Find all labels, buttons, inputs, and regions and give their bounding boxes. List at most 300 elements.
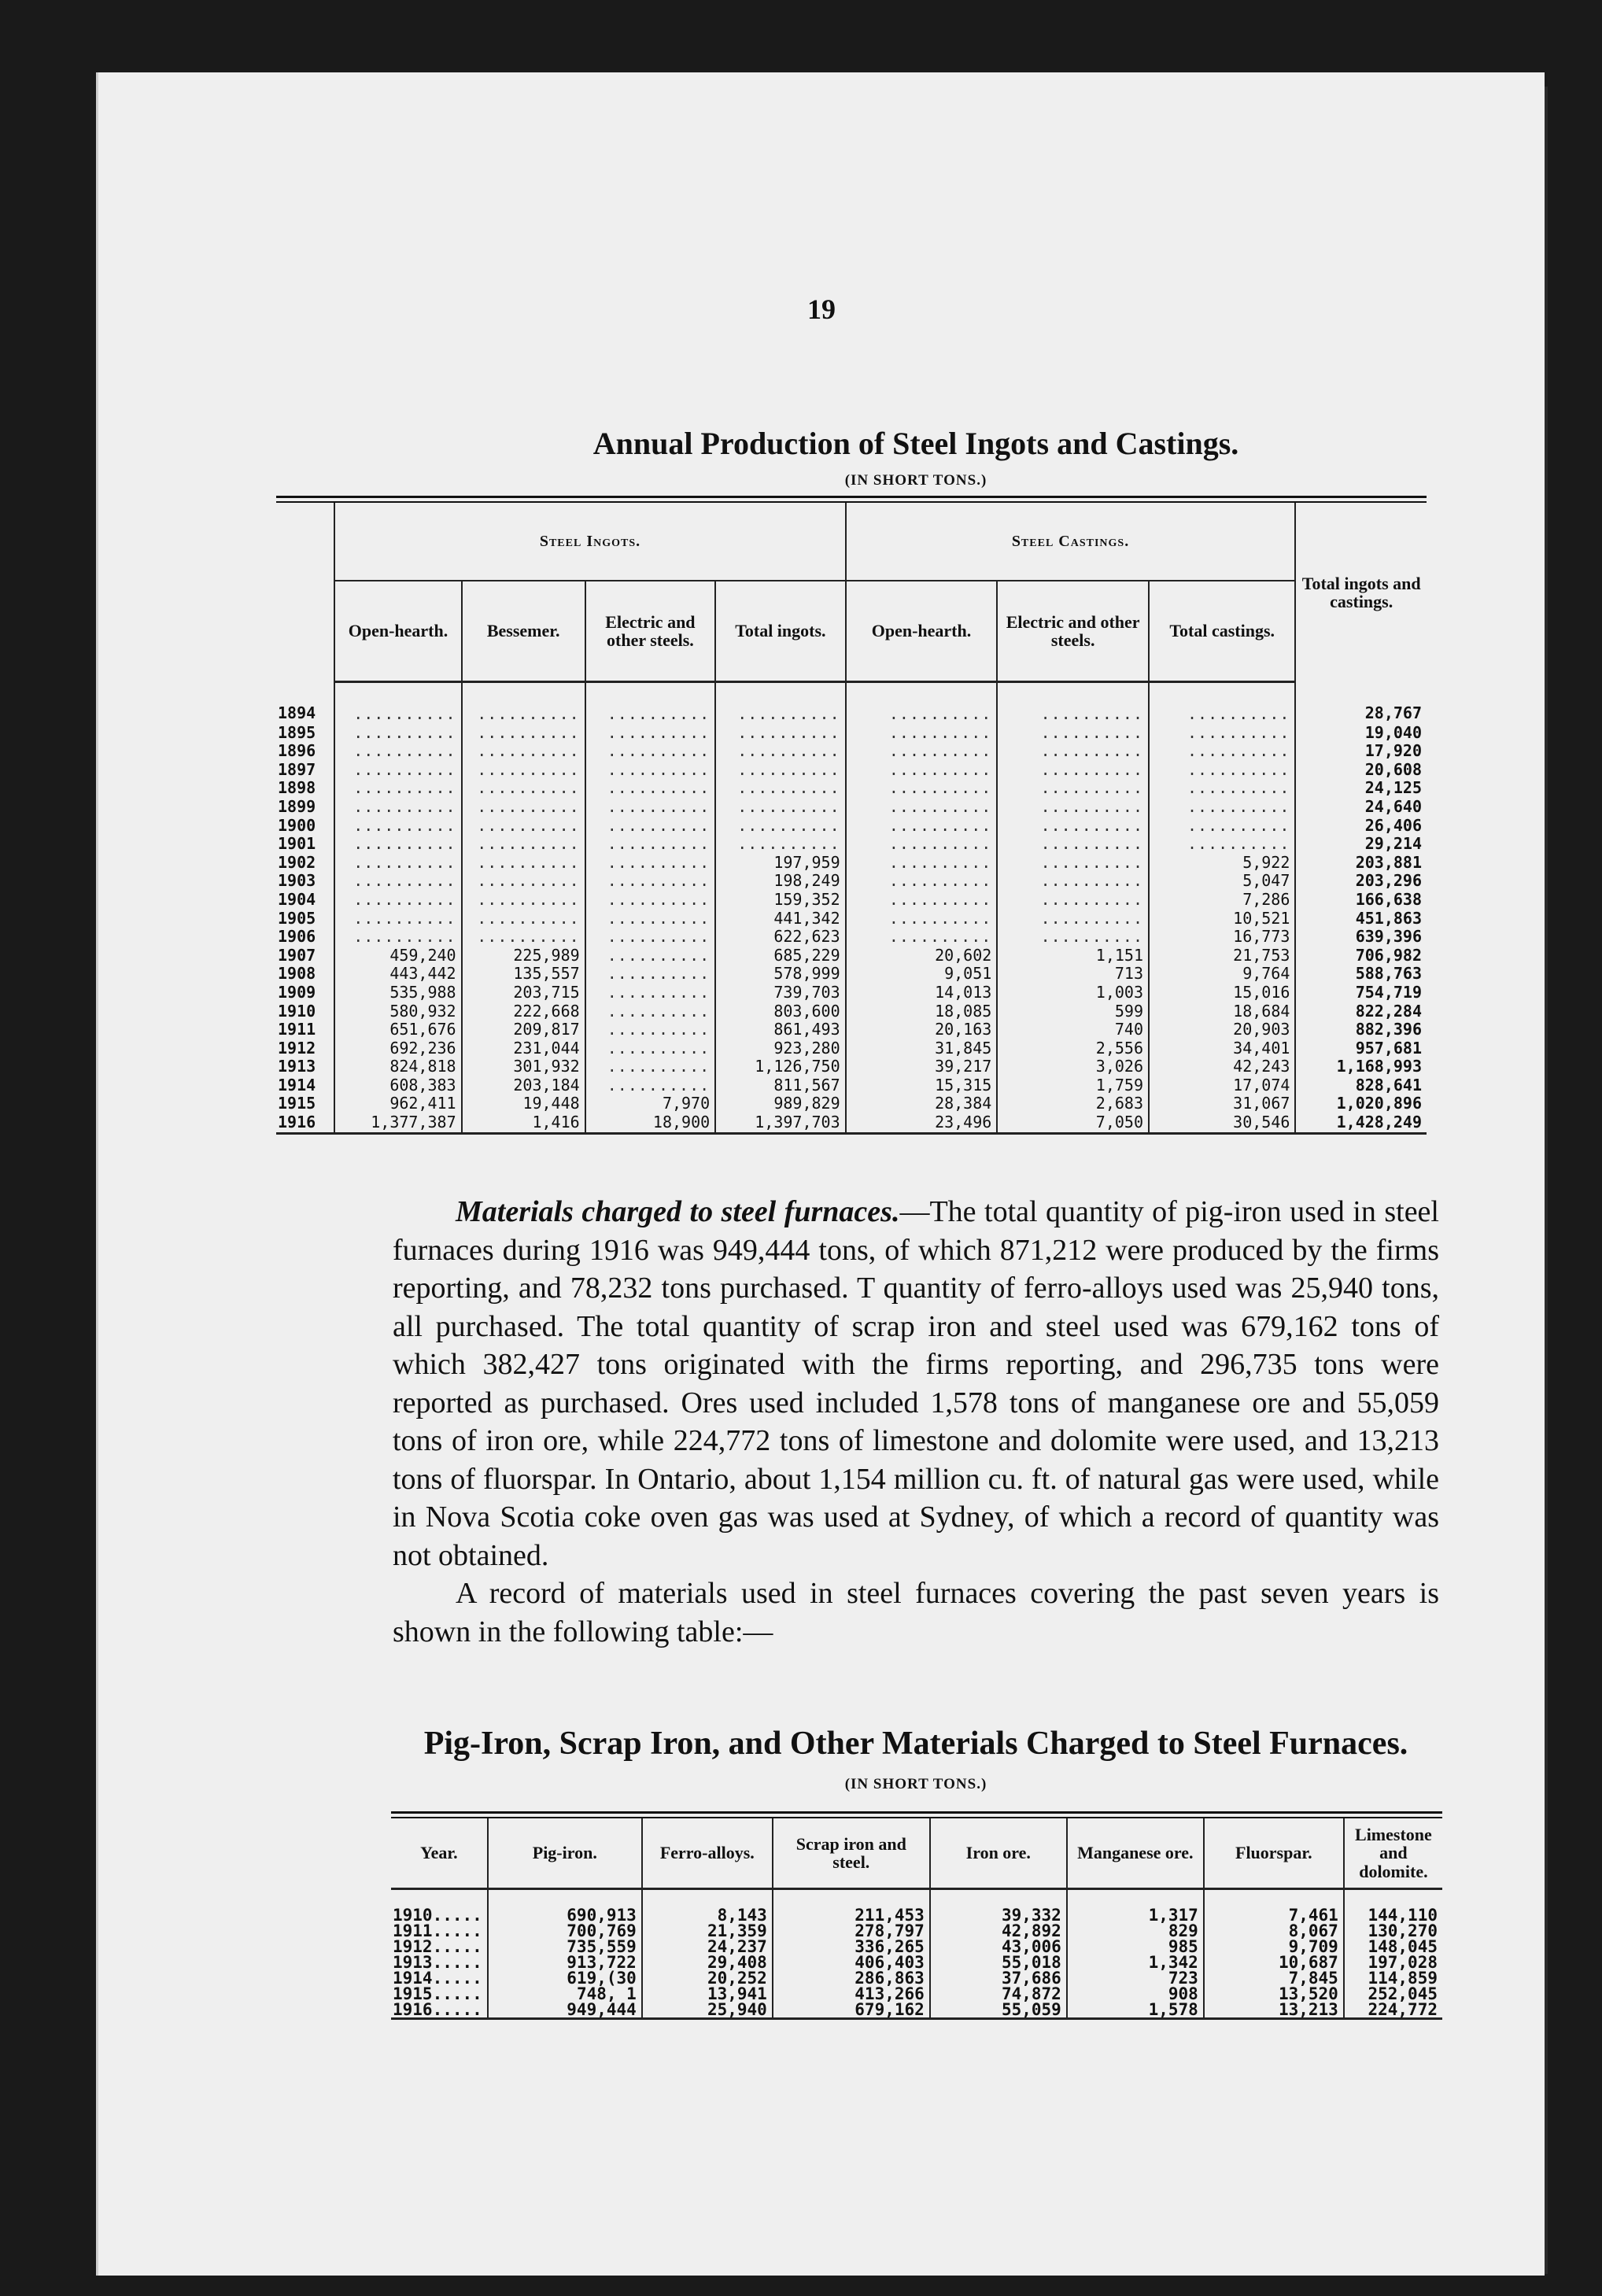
table-cell: 1,416 — [462, 1113, 585, 1133]
col-total-ingots: Total ingots. — [715, 581, 845, 682]
table-cell: 148,045 — [1368, 1937, 1438, 1956]
col-open-hearth-castings: Open-hearth. — [846, 581, 998, 682]
table-cell: 74,872 — [930, 1986, 1067, 2002]
table-cell: 580,932 — [334, 1002, 461, 1021]
table-cell: .......... — [846, 872, 998, 891]
row-year: 1910..... — [391, 1889, 488, 1924]
table-cell: 1,578 — [1067, 2002, 1204, 2019]
table-cell: 622,623 — [715, 928, 845, 947]
table-cell: 225,989 — [462, 947, 585, 965]
table-cell: 690,913 — [488, 1889, 642, 1924]
table-cell: 9,051 — [846, 965, 998, 984]
table-cell: 1,759 — [997, 1076, 1149, 1095]
table-cell: .......... — [585, 817, 715, 836]
table-cell: 203,296 — [1355, 872, 1422, 891]
table-cell: 211,453 — [773, 1889, 930, 1924]
table-cell: 9,709 — [1204, 1939, 1344, 1955]
table-cell: 7,461 — [1204, 1889, 1344, 1924]
table-cell: .......... — [462, 872, 585, 891]
table-cell: 20,163 — [846, 1021, 998, 1039]
row-year: 1894 — [276, 682, 334, 724]
table-cell: 748, 1 — [488, 1986, 642, 2002]
table-cell: .......... — [585, 798, 715, 817]
table-cell: 923,280 — [715, 1039, 845, 1058]
table-cell: .......... — [1149, 817, 1295, 836]
table-cell: .......... — [1149, 798, 1295, 817]
table-cell: 39,332 — [930, 1889, 1067, 1924]
table-cell: 25,940 — [642, 2002, 773, 2019]
table-cell: 608,383 — [334, 1076, 461, 1095]
t2-col-year: Year. — [391, 1818, 488, 1889]
table-cell: 15,016 — [1149, 984, 1295, 1002]
table-cell: 209,817 — [462, 1021, 585, 1039]
table-cell: 406,403 — [773, 1955, 930, 1970]
table1-title: Annual Production of Steel Ingots and Castings. — [592, 426, 1239, 461]
table-cell: .......... — [585, 779, 715, 798]
table-cell: 24,237 — [642, 1939, 773, 1955]
table-cell: 739,703 — [715, 984, 845, 1002]
table-cell: .......... — [1149, 761, 1295, 780]
table-cell: 203,715 — [462, 984, 585, 1002]
table-cell: 1,126,750 — [715, 1058, 845, 1076]
table-cell: 166,638 — [1355, 890, 1422, 909]
table-cell: .......... — [585, 682, 715, 724]
table-cell: .......... — [846, 798, 998, 817]
table-cell: 20,252 — [642, 1970, 773, 1986]
table-row — [276, 965, 1427, 984]
table-cell: 861,493 — [715, 1021, 845, 1039]
row-year: 1905 — [276, 910, 334, 928]
table-cell: 1,168,993 — [1336, 1058, 1422, 1076]
t2-col-pig-iron: Pig-iron. — [488, 1818, 642, 1889]
table-cell: .......... — [585, 1058, 715, 1076]
table-cell: 21,753 — [1149, 947, 1295, 965]
table-cell: .......... — [585, 1002, 715, 1021]
table-cell: .......... — [334, 910, 461, 928]
table-cell: 18,085 — [846, 1002, 998, 1021]
table-cell: 7,970 — [585, 1094, 715, 1113]
table-cell: 17,920 — [1364, 742, 1422, 761]
row-year: 1914 — [276, 1076, 334, 1095]
materials-table — [391, 1811, 1442, 2020]
group-steel-castings: Steel Castings. — [846, 503, 1296, 581]
table-cell: 197,959 — [715, 854, 845, 873]
table-cell: .......... — [997, 682, 1149, 724]
table-cell: .......... — [462, 724, 585, 743]
table-cell: .......... — [462, 742, 585, 761]
table-cell: .......... — [334, 817, 461, 836]
table-row — [276, 779, 1427, 798]
table-cell: .......... — [997, 779, 1149, 798]
paragraph-lead: Materials charged to steel furnaces. — [456, 1195, 900, 1228]
table-cell: 198,249 — [715, 872, 845, 891]
table-cell: .......... — [462, 798, 585, 817]
table-cell: 949,444 — [488, 2002, 642, 2019]
table-cell: .......... — [334, 928, 461, 947]
table-cell: .......... — [585, 872, 715, 891]
table-cell: 913,722 — [488, 1955, 642, 1970]
table-cell: 19,448 — [462, 1094, 585, 1113]
table-cell: 803,600 — [715, 1002, 845, 1021]
year-header — [276, 503, 334, 682]
table-cell: .......... — [462, 817, 585, 836]
table-cell: .......... — [585, 928, 715, 947]
table-row — [276, 1039, 1427, 1058]
t2-col-limestone: Limestone and dolomite. — [1344, 1818, 1442, 1889]
table-cell: 30,546 — [1149, 1113, 1295, 1133]
table-cell: .......... — [585, 947, 715, 965]
row-year: 1906 — [276, 928, 334, 947]
table-cell: .......... — [997, 761, 1149, 780]
table-cell: 20,608 — [1364, 760, 1422, 779]
table-cell: .......... — [1149, 724, 1295, 743]
table-cell: .......... — [334, 742, 461, 761]
table-cell: .......... — [715, 779, 845, 798]
table-cell: 2,556 — [997, 1039, 1149, 1058]
table-cell: .......... — [997, 724, 1149, 743]
table-row — [276, 1094, 1427, 1113]
table-row — [276, 1113, 1427, 1133]
t2-col-iron-ore: Iron ore. — [930, 1818, 1067, 1889]
row-year: 1911..... — [391, 1923, 488, 1939]
table-cell: .......... — [462, 854, 585, 873]
table-row — [391, 1955, 1442, 1970]
table-cell: .......... — [585, 761, 715, 780]
table-row — [276, 761, 1427, 780]
table-cell: 21,359 — [642, 1923, 773, 1939]
table-cell: 735,559 — [488, 1939, 642, 1955]
table-cell: 451,863 — [1355, 909, 1422, 928]
row-year: 1898 — [276, 779, 334, 798]
table-cell: .......... — [715, 817, 845, 836]
table-cell: 1,151 — [997, 947, 1149, 965]
row-year: 1913..... — [391, 1955, 488, 1970]
row-year: 1911 — [276, 1021, 334, 1039]
table-cell: 828,641 — [1355, 1076, 1422, 1094]
table-cell: .......... — [997, 872, 1149, 891]
table-cell: 278,797 — [773, 1923, 930, 1939]
table-cell: .......... — [715, 724, 845, 743]
table-row — [391, 1970, 1442, 1986]
row-year: 1900 — [276, 817, 334, 836]
table-cell: 882,396 — [1355, 1021, 1422, 1039]
table-cell: .......... — [585, 891, 715, 910]
table-cell: 754,719 — [1355, 983, 1422, 1002]
table-cell: 7,286 — [1149, 891, 1295, 910]
table-cell: .......... — [334, 779, 461, 798]
table-cell: 5,047 — [1149, 872, 1295, 891]
table-cell: .......... — [462, 761, 585, 780]
table-cell: 43,006 — [930, 1939, 1067, 1955]
table-cell: .......... — [334, 798, 461, 817]
table-cell: 13,520 — [1204, 1986, 1344, 2002]
table2-subtitle: (IN SHORT TONS.) — [844, 1776, 987, 1792]
table-cell: .......... — [585, 724, 715, 743]
table-cell: 619,(30 — [488, 1970, 642, 1986]
table-cell: 159,352 — [715, 891, 845, 910]
table-cell: .......... — [846, 817, 998, 836]
total-ingots-castings-header: Total ingots and castings. — [1301, 573, 1421, 611]
group-steel-ingots: Steel Ingots. — [334, 503, 845, 581]
table-row — [276, 817, 1427, 836]
table-row — [276, 891, 1427, 910]
table-cell: .......... — [334, 872, 461, 891]
table-cell: 2,683 — [997, 1094, 1149, 1113]
table-cell: 908 — [1067, 1986, 1204, 2002]
table-row — [276, 1002, 1427, 1021]
col-electric-castings: Electric and other steels. — [997, 581, 1149, 682]
table-cell: 28,767 — [1364, 703, 1422, 723]
table-cell: 713 — [997, 965, 1149, 984]
page-number: 19 — [807, 293, 836, 325]
row-year: 1904 — [276, 891, 334, 910]
col-total-castings: Total castings. — [1149, 581, 1295, 682]
table-cell: 1,397,703 — [715, 1113, 845, 1133]
paragraph-2: A record of materials used in steel furnaces covering the past seven years is shown in the following table:— — [393, 1577, 1439, 1648]
table-cell: 740 — [997, 1021, 1149, 1039]
table-cell: .......... — [715, 742, 845, 761]
table-cell: .......... — [585, 854, 715, 873]
table-cell: .......... — [585, 1039, 715, 1058]
table-cell: .......... — [997, 891, 1149, 910]
table-cell: 144,110 — [1368, 1906, 1438, 1925]
table-cell: 34,401 — [1149, 1039, 1295, 1058]
table-cell: 336,265 — [773, 1939, 930, 1955]
table-cell: 29,214 — [1364, 835, 1422, 854]
table-cell: 135,557 — [462, 965, 585, 984]
table-cell: 17,074 — [1149, 1076, 1295, 1095]
row-year: 1915 — [276, 1094, 334, 1113]
table-cell: 5,922 — [1149, 854, 1295, 873]
table-cell: 459,240 — [334, 947, 461, 965]
table-cell: .......... — [585, 742, 715, 761]
table-cell: 18,900 — [585, 1113, 715, 1133]
table-cell: .......... — [462, 682, 585, 724]
table2-title: Pig-Iron, Scrap Iron, and Other Materials Charged to Steel Furnaces. — [423, 1726, 1408, 1762]
table-cell: .......... — [1149, 835, 1295, 854]
table-cell: .......... — [715, 761, 845, 780]
table-cell: 962,411 — [334, 1094, 461, 1113]
col-bessemer: Bessemer. — [462, 581, 585, 682]
table-cell: 692,236 — [334, 1039, 461, 1058]
table-cell: .......... — [462, 891, 585, 910]
t2-col-fluorspar: Fluorspar. — [1204, 1818, 1344, 1889]
table-cell: 811,567 — [715, 1076, 845, 1095]
table-cell: 706,982 — [1355, 946, 1422, 965]
row-year: 1913 — [276, 1058, 334, 1076]
col-electric-ingots: Electric and other steels. — [585, 581, 715, 682]
table-cell: 13,213 — [1204, 2002, 1344, 2019]
table-cell: .......... — [334, 724, 461, 743]
table-cell: .......... — [334, 761, 461, 780]
table-cell: 231,044 — [462, 1039, 585, 1058]
table-cell: .......... — [1149, 682, 1295, 724]
table-cell: 588,763 — [1355, 965, 1422, 984]
table-cell: 28,384 — [846, 1094, 998, 1113]
table-cell: 700,769 — [488, 1923, 642, 1939]
table-cell: 55,018 — [930, 1955, 1067, 1970]
table-row — [276, 798, 1427, 817]
table-row — [276, 910, 1427, 928]
table-cell: 15,315 — [846, 1076, 998, 1095]
table-cell: .......... — [1149, 742, 1295, 761]
table-row — [276, 1058, 1427, 1076]
table-cell: .......... — [585, 965, 715, 984]
table-cell: 7,050 — [997, 1113, 1149, 1133]
table-cell: 24,125 — [1364, 779, 1422, 798]
table-row — [391, 1923, 1442, 1939]
table-row — [276, 1021, 1427, 1039]
row-year: 1895 — [276, 724, 334, 743]
table-cell: .......... — [462, 835, 585, 854]
table-cell: 114,859 — [1368, 1969, 1438, 1988]
table-cell: 13,941 — [642, 1986, 773, 2002]
steel-production-table — [276, 496, 1427, 1135]
t2-col-manganese: Manganese ore. — [1067, 1818, 1204, 1889]
table-row — [391, 1986, 1442, 2002]
row-year: 1908 — [276, 965, 334, 984]
table-cell: 10,687 — [1204, 1955, 1344, 1970]
table-row — [391, 1889, 1442, 1924]
document-page — [96, 72, 1545, 2276]
table-cell: 252,045 — [1368, 1984, 1438, 2003]
table-cell: .......... — [846, 742, 998, 761]
row-year: 1902 — [276, 854, 334, 873]
table-cell: 989,829 — [715, 1094, 845, 1113]
table-cell: 222,668 — [462, 1002, 585, 1021]
table-cell: 679,162 — [773, 2002, 930, 2019]
table-cell: 26,406 — [1364, 816, 1422, 835]
table-cell: 224,772 — [1344, 2002, 1442, 2019]
table-cell: 441,342 — [715, 910, 845, 928]
table-cell: 829 — [1067, 1923, 1204, 1939]
table-cell: 1,317 — [1067, 1889, 1204, 1924]
table-cell: .......... — [846, 928, 998, 947]
table-cell: 301,932 — [462, 1058, 585, 1076]
table-row — [276, 1076, 1427, 1095]
table-cell: .......... — [334, 854, 461, 873]
table-cell: .......... — [846, 854, 998, 873]
table-cell: .......... — [997, 928, 1149, 947]
table-cell: .......... — [846, 891, 998, 910]
table-cell: 3,026 — [997, 1058, 1149, 1076]
table-cell: 685,229 — [715, 947, 845, 965]
table-cell: 18,684 — [1149, 1002, 1295, 1021]
table-cell: 8,067 — [1204, 1923, 1344, 1939]
table-cell: 1,020,896 — [1336, 1094, 1422, 1113]
table-cell: 37,686 — [930, 1970, 1067, 1986]
row-year: 1915..... — [391, 1986, 488, 2002]
row-year: 1907 — [276, 947, 334, 965]
table-cell: .......... — [846, 724, 998, 743]
row-year: 1909 — [276, 984, 334, 1002]
table-cell: 822,284 — [1355, 1002, 1422, 1021]
table-row — [276, 872, 1427, 891]
row-year: 1916..... — [391, 2002, 488, 2019]
table-cell: 8,143 — [642, 1889, 773, 1924]
table-cell: 651,676 — [334, 1021, 461, 1039]
table-row — [276, 947, 1427, 965]
table-cell: .......... — [997, 817, 1149, 836]
table-cell: 578,999 — [715, 965, 845, 984]
table-cell: .......... — [846, 910, 998, 928]
table-cell: .......... — [846, 682, 998, 724]
table-cell: 535,988 — [334, 984, 461, 1002]
table-cell: 31,845 — [846, 1039, 998, 1058]
table-cell: .......... — [997, 798, 1149, 817]
table-cell: 957,681 — [1355, 1039, 1422, 1058]
table-cell: 55,059 — [930, 2002, 1067, 2019]
table-cell: 19,040 — [1364, 723, 1422, 742]
table-cell: 23,496 — [846, 1113, 998, 1133]
table-row — [276, 854, 1427, 873]
table1-subtitle: (IN SHORT TONS.) — [844, 472, 987, 489]
table-cell: 7,845 — [1204, 1970, 1344, 1986]
table-cell: 10,521 — [1149, 910, 1295, 928]
materials-paragraph — [393, 1193, 1439, 1651]
table-row — [276, 928, 1427, 947]
table-cell: 16,773 — [1149, 928, 1295, 947]
table-cell: .......... — [462, 928, 585, 947]
table-cell: .......... — [462, 779, 585, 798]
row-year: 1912 — [276, 1039, 334, 1058]
table-cell: 723 — [1067, 1970, 1204, 1986]
table-row — [276, 835, 1427, 854]
row-year: 1896 — [276, 742, 334, 761]
table-row — [276, 984, 1427, 1002]
row-year: 1916 — [276, 1113, 334, 1133]
table-cell: 24,640 — [1364, 797, 1422, 816]
table-cell: 29,408 — [642, 1955, 773, 1970]
paragraph-1 — [393, 1193, 1439, 1574]
row-year: 1914..... — [391, 1970, 488, 1986]
table-cell: .......... — [715, 798, 845, 817]
table-cell: .......... — [334, 682, 461, 724]
table-cell: .......... — [462, 910, 585, 928]
table-row — [391, 1939, 1442, 1955]
table-cell: .......... — [846, 835, 998, 854]
table-cell: .......... — [997, 854, 1149, 873]
row-year: 1910 — [276, 1002, 334, 1021]
table-cell: 20,602 — [846, 947, 998, 965]
table-row — [276, 724, 1427, 743]
table-cell: .......... — [846, 779, 998, 798]
table-cell: .......... — [1149, 779, 1295, 798]
table-cell: 985 — [1067, 1939, 1204, 1955]
table-cell: .......... — [585, 910, 715, 928]
col-open-hearth-ingots: Open-hearth. — [334, 581, 461, 682]
table-cell: 286,863 — [773, 1970, 930, 1986]
table-cell: 599 — [997, 1002, 1149, 1021]
t2-col-scrap: Scrap iron and steel. — [773, 1818, 930, 1889]
table-cell: .......... — [997, 835, 1149, 854]
table-row — [276, 682, 1427, 724]
table-row — [276, 742, 1427, 761]
t2-col-ferro-alloys: Ferro-alloys. — [642, 1818, 773, 1889]
table-cell: 31,067 — [1149, 1094, 1295, 1113]
table-cell: 20,903 — [1149, 1021, 1295, 1039]
row-year: 1903 — [276, 872, 334, 891]
paragraph-body: —The total quantity of pig-iron used in steel furnaces during 1916 was 949,444 tons, of which 871,212 were produced by the firms reporting, and 78,232 tons purchased. T quantity of ferro-alloys used was 25,940 tons, all purchased. The total quantity of scrap iron and steel used was 679,162 tons of which 382,427 tons originated with the firms reporting, and 296,735 tons were reported as purchased. Ores used included 1,578 tons of manganese ore and 55,059 tons of iron ore, while 224,772 tons of limestone and dolomite were used, and 13,213 tons of fluorspar. In Ontario, about 1,154 million cu. ft. of natural gas were used, while in Nova Scotia coke oven gas was used at Sydney, of which a record of quantity was not obtained. — [393, 1195, 1439, 1572]
table-cell: .......... — [585, 1021, 715, 1039]
table-cell: 639,396 — [1355, 928, 1422, 947]
table-cell: .......... — [334, 891, 461, 910]
table-cell: .......... — [585, 1076, 715, 1095]
table-cell: 197,028 — [1368, 1953, 1438, 1972]
table-cell: .......... — [715, 835, 845, 854]
table-cell: .......... — [585, 835, 715, 854]
table-cell: 1,003 — [997, 984, 1149, 1002]
